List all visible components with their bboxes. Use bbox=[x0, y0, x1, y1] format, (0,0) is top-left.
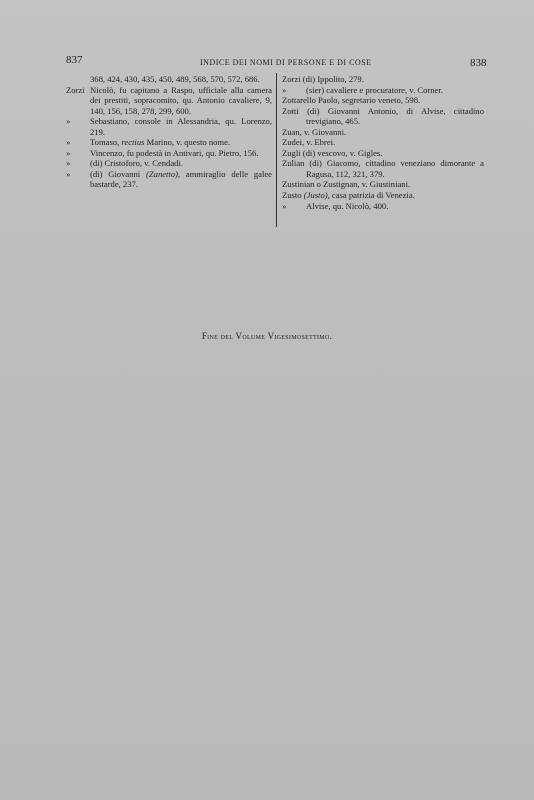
entry-italic: (Justo) bbox=[303, 190, 328, 201]
index-entry bbox=[66, 85, 272, 117]
ditto-mark: » bbox=[66, 137, 71, 148]
index-entry bbox=[282, 85, 484, 96]
entry-text: (sier) cavaliere e procuratore, v. Corner. bbox=[306, 84, 443, 95]
index-entry: Zottarello Paolo, segretario veneto, 598. bbox=[282, 95, 421, 106]
entry-text: Alvise, qu. Nicolò, 400. bbox=[306, 200, 389, 211]
ditto-mark: » bbox=[66, 158, 71, 169]
entry-text: Sebastiano, console in Alessandria, qu. Lorenzo, 219. bbox=[90, 116, 272, 137]
index-entry bbox=[66, 137, 272, 148]
ditto-mark: » bbox=[66, 147, 71, 158]
index-entry bbox=[66, 158, 272, 169]
ditto-mark: » bbox=[282, 84, 287, 95]
entry-text: Marino, v. questo nome. bbox=[144, 137, 231, 148]
ditto-mark: » bbox=[66, 116, 71, 127]
page-number-left: 837 bbox=[66, 54, 83, 66]
colophon: Fine del Volume Vigesimosettimo. bbox=[201, 331, 333, 341]
entry-text: (di) Cristoforo, v. Cendadi. bbox=[90, 158, 184, 169]
index-entry: Zotti (di) Giovanni Antonio, di Alvise, cittadino trevigiano, 465. bbox=[282, 105, 484, 127]
entry-text: (di) Giovanni bbox=[90, 168, 146, 179]
index-entry: Zugli (di) vescovo, v. Gigles. bbox=[282, 147, 383, 158]
index-entry bbox=[66, 116, 272, 137]
left-column bbox=[66, 74, 272, 190]
index-entry: Zulian (di) Giacomo, cittadino veneziano dimorante a Ragusa, 112, 321, 379. bbox=[282, 158, 484, 179]
index-entry bbox=[282, 190, 484, 201]
running-title: INDICE DEI NOMI DI PERSONE E DI COSE bbox=[200, 58, 372, 67]
right-column bbox=[282, 74, 484, 211]
running-header bbox=[0, 54, 534, 70]
entry-italic: (Zanetto) bbox=[146, 168, 178, 179]
entry-text: Vincenzo, fu podestà in Antivari, qu. Pietro, 156. bbox=[90, 147, 259, 158]
index-entry bbox=[66, 169, 272, 190]
index-entry: Zudei, v. Ebrei. bbox=[282, 137, 336, 148]
continuation-line: 368, 424, 430, 435, 450, 489, 568, 570, 572, 686. bbox=[90, 74, 260, 84]
entry-text: Zusto bbox=[282, 190, 304, 201]
entry-italic: rectius bbox=[121, 137, 145, 148]
entry-text: , ammiraglio delle galee bastarde, 237. bbox=[90, 168, 272, 190]
entry-text: Nicolò, fu capitano a Raspo, ufficiale alla camera dei prestiti, sopracomito, qu. Antonio cavaliere, 9, 140, 156, 158, 278, 299, 600. bbox=[90, 84, 272, 116]
index-entry: Zustinian o Zustignan, v. Giustiniani. bbox=[282, 179, 411, 190]
index-entry: Zuan, v. Giovanni. bbox=[282, 126, 347, 137]
index-entry bbox=[282, 201, 484, 212]
index-entry bbox=[66, 148, 272, 159]
entry-lead: Zorzi bbox=[66, 84, 85, 95]
entry-text: , casa patrizia di Venezia. bbox=[327, 190, 415, 201]
column-divider bbox=[276, 73, 277, 227]
ditto-mark: » bbox=[282, 200, 287, 211]
entry-text: Tomaso, bbox=[90, 137, 122, 148]
ditto-mark: » bbox=[66, 168, 71, 179]
page-number-right: 838 bbox=[470, 57, 487, 69]
index-entry: Zorzi (di) Ippolito, 279. bbox=[282, 74, 364, 84]
